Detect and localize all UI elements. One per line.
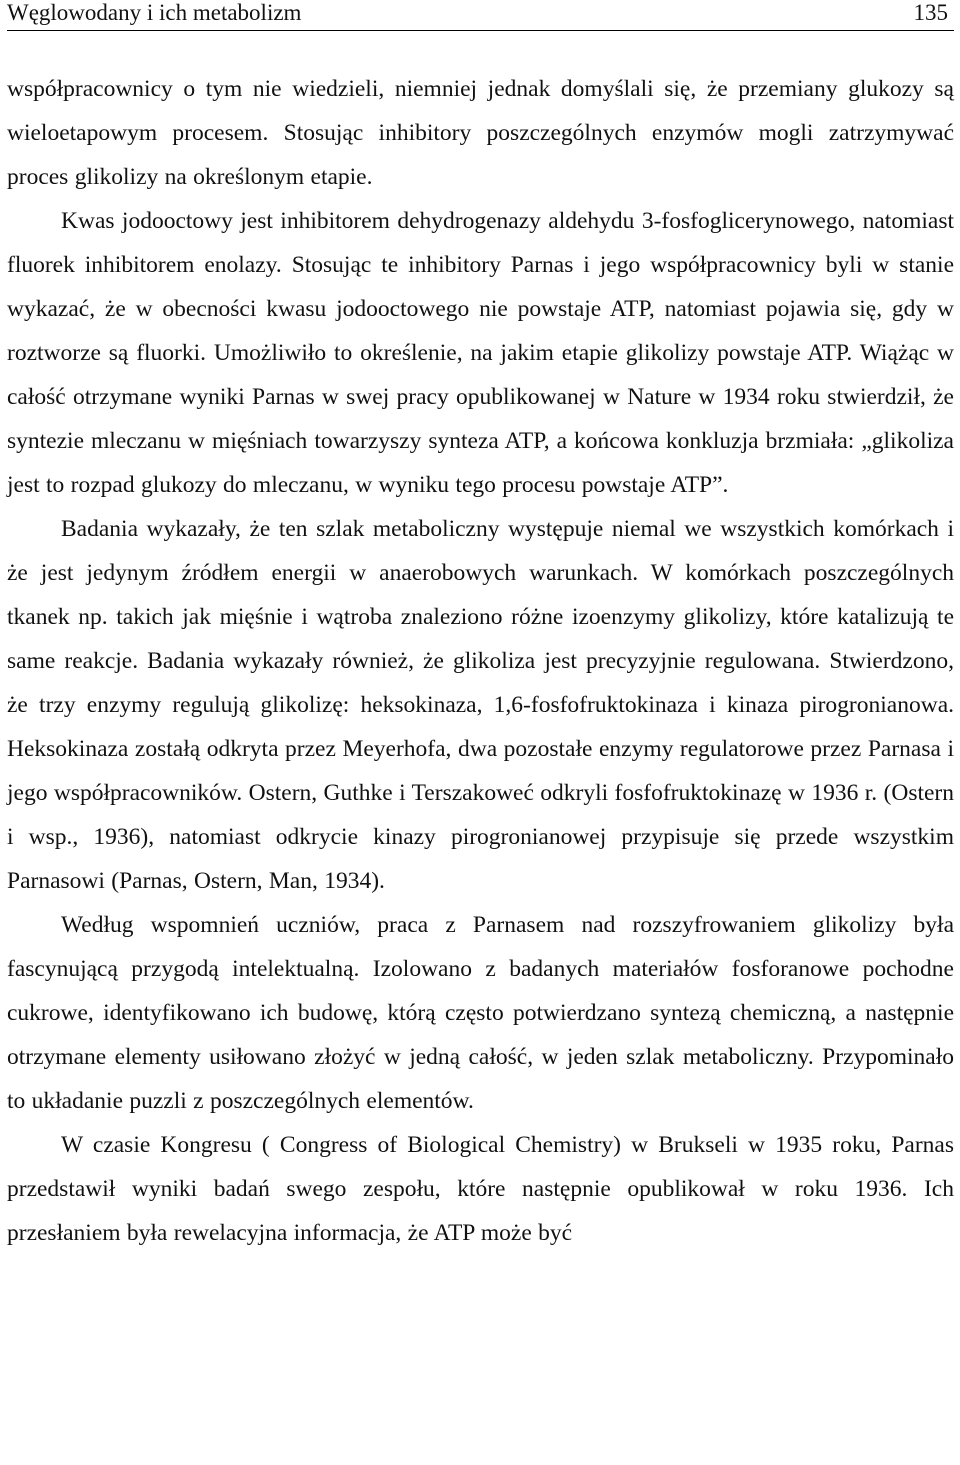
body-text <box>7 67 954 1255</box>
running-title: Węglowodany i ich metabolizm <box>7 0 302 25</box>
page-header <box>7 0 954 31</box>
paragraph-inhibitors: Kwas jodooctowy jest inhibitorem dehydrogenazy aldehydu 3-fosfoglicerynowego, natomiast fluorek inhibitorem enolazy. Stosując te inhibitory Parnas i jego współpracownicy byli w stanie wykazać, że w obecności kwasu jodooctowego nie powstaje ATP, natomiast pojawia się, gdy w roztworze są fluorki. Umożliwiło to określenie, na jakim etapie glikolizy powstaje ATP. Wiążąc w całość otrzymane wyniki Parnas w swej pracy opublikowanej w Nature w 1934 roku stwierdził, że syntezie mleczanu w mięśniach towarzyszy synteza ATP, a końcowa konkluzja brzmiała: „glikoliza jest to rozpad glukozy do mleczanu, w wyniku tego procesu powstaje ATP”. <box>7 208 954 498</box>
paragraph-congress: W czasie Kongresu ( Congress of Biological Chemistry) w Brukseli w 1935 roku, Parnas przedstawił wyniki badań swego zespołu, które następnie opublikował w roku 1936. Ich przesłaniem była rewelacyjna informacja, że ATP może być <box>7 1132 954 1246</box>
page-number: 135 <box>913 0 948 25</box>
paragraph-regulation: Badania wykazały, że ten szlak metaboliczny występuje niemal we wszystkich komórkach i że jest jedynym źródłem energii w anaerobowych warunkach. W komórkach poszczególnych tkanek np. takich jak mięśnie i wątroba znaleziono różne izoenzymy glikolizy, które katalizują te same reakcje. Badania wykazały również, że glikoliza jest precyzyjnie regulowana. Stwierdzono, że trzy enzymy regulują glikolizę: heksokinaza, 1,6-fosfofruktokinaza i kinaza pirogronianowa. Heksokinaza zostałą odkryta przez Meyerhofa, dwa pozostałe enzymy regulatorowe przez Parnasa i jego współpracowników. Ostern, Guthke i Terszakoweć odkryli fosfofruktokinazę w 1936 r. (Ostern i wsp., 1936), natomiast odkrycie kinazy pirogronianowej przypisuje się przede wszystkim Parnasowi (Parnas, Ostern, Man, 1934). <box>7 516 954 894</box>
paragraph-continuation: współpracownicy o tym nie wiedzieli, niemniej jednak domyślali się, że przemiany glukozy są wieloetapowym procesem. Stosując inhibitory poszczególnych enzymów mogli zatrzymywać proces glikolizy na określonym etapie. <box>7 76 954 190</box>
paragraph-memories: Według wspomnień uczniów, praca z Parnasem nad rozszyfrowaniem glikolizy była fascynującą przygodą intelektualną. Izolowano z badanych materiałów fosforanowe pochodne cukrowe, identyfikowano ich budowę, którą często potwierdzano syntezą chemiczną, a następnie otrzymane elementy usiłowano złożyć w jedną całość, w jeden szlak metaboliczny. Przypominało to układanie puzzli z poszczególnych elementów. <box>7 912 954 1114</box>
